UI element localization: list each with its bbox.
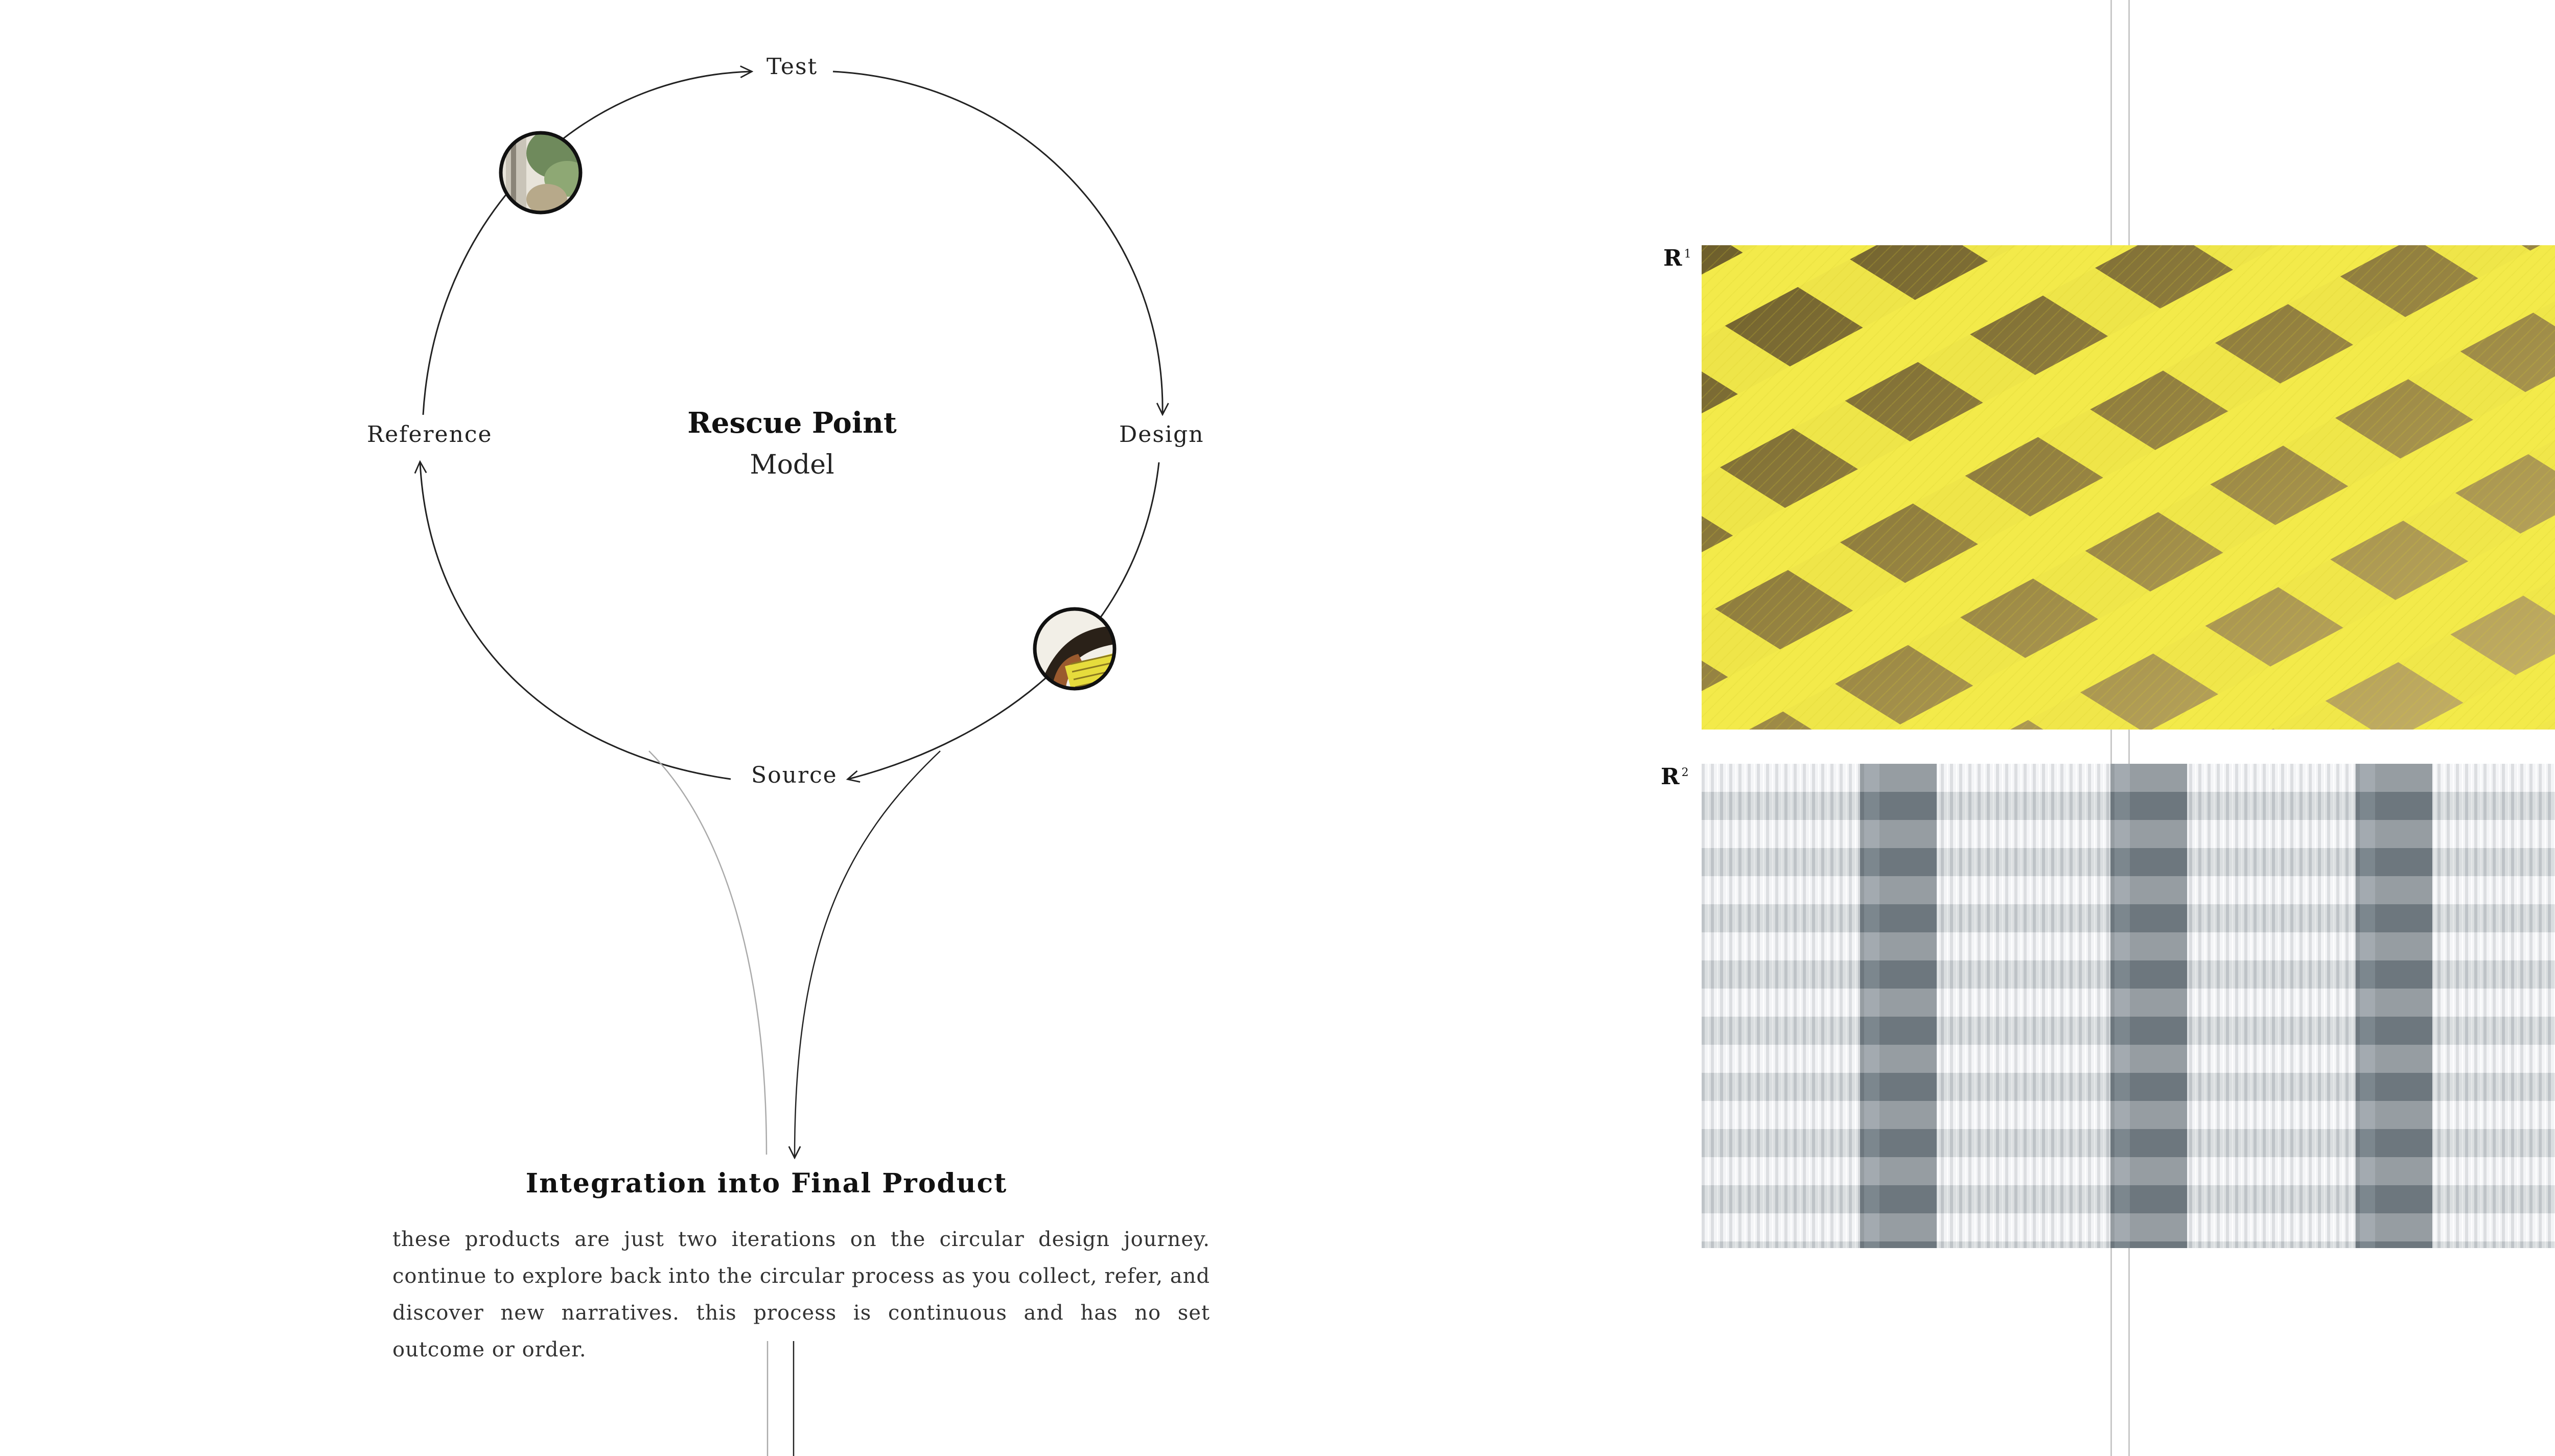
arc-design-to-source [848, 462, 1159, 779]
branch-line-arrow [795, 751, 940, 1157]
reference-photo-strip-weave [1702, 764, 2555, 1248]
reference-photo-yellow-weave [1702, 245, 2555, 730]
reference-label-1 [1663, 245, 1691, 271]
node-label-reference: Reference [367, 421, 493, 448]
integration-title: Integration into Final Product [525, 1168, 1008, 1199]
reference-letter-1: R [1663, 245, 1682, 271]
integration-body: these products are just two iterations on the circular design journey. continue to explore back into the circular process as you collect, refer, and discover new narratives. this process is continuous and has no set outcome or order. [392, 1228, 1210, 1361]
thumbnail-leaf-icon [501, 128, 590, 215]
diagram-center-subtitle: Model [750, 450, 834, 480]
reference-number-1: 1 [1684, 248, 1691, 261]
arc-source-to-reference [420, 462, 731, 779]
reference-letter-2: R [1661, 764, 1680, 790]
arc-test-to-design [833, 72, 1163, 414]
reference-label-2 [1661, 764, 1689, 790]
branch-line-grey [649, 751, 766, 1155]
node-label-design: Design [1119, 421, 1204, 448]
thumbnail-weave-icon [1035, 609, 1124, 701]
diagram-center-title: Rescue Point [687, 406, 897, 440]
arc-reference-to-test [423, 72, 751, 415]
node-label-test: Test [766, 54, 818, 80]
node-label-source: Source [751, 762, 838, 788]
reference-number-2: 2 [1681, 766, 1689, 780]
